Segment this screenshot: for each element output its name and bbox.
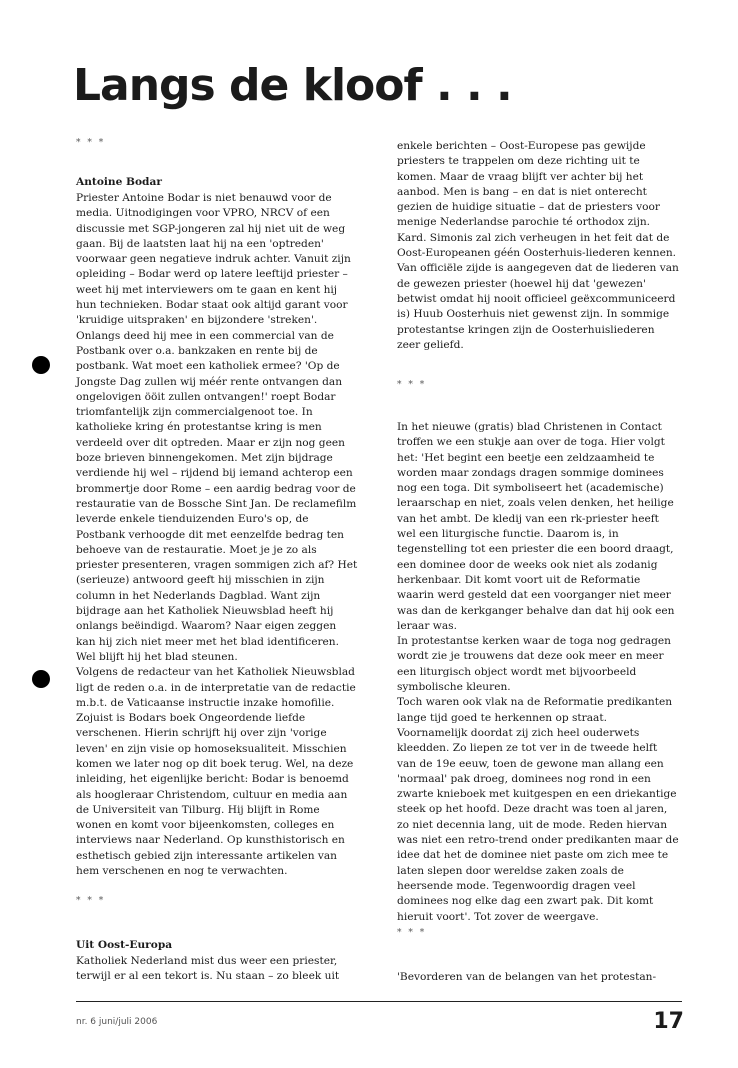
- section-heading-antoine-bodar: Antoine Bodar: [76, 176, 162, 188]
- paragraph: In het nieuwe (gratis) blad Christenen in Contact troffen we een stukje aan over de toga. Hier volgt het: 'Het begint een beetje een zeldzaamheid te worden maar zondags dragen sommige dominees nog een toga. Dit symboliseert het (academische) leraarschap en niet, zoals velen denken, het heilige van het ambt. De kledij van een rk-priester heeft wel een liturgische functie. Daarom is, in tegenstelling tot een priester die een boord draagt, een dominee door de weeks ook niet als zodanig herkenbaar. Dit komt voort uit de Reformatie waarin werd gesteld dat een voorganger niet meer was dan de kerkganger behalve dan dat hij ook een leraar was.: [397, 421, 675, 632]
- paragraph: 'Bevorderen van de belangen van het protestan-: [397, 971, 657, 983]
- paragraph: enkele berichten – Oost-Europese pas gewijde priesters te trappelen om deze richting uit te komen. Maar de vraag blijft ver achter bij het aanbod. Men is bang – en dat is niet onterecht gezien de huidige situatie – dat de priesters voor menige Nederlandse parochie té orthodox zijn. Kard. Simonis zal zich verheugen in het feit dat de Oost-Europeanen géén Oosterhuis-liederen kennen.: [397, 140, 677, 260]
- paragraph: Katholiek Nederland mist dus weer een priester, terwijl er al een tekort is. Nu staan – zo bleek uit: [76, 955, 340, 983]
- paragraph: Priester Antoine Bodar is niet benauwd voor de media. Uitnodigingen voor VPRO, NRCV of een discussie met SGP-jongeren zal hij niet uit de weg gaan. Bij de laatsten laat hij na een 'optreden' voorwaar geen negatieve indruk achter. Vanuit zijn opleiding – Bodar werd op latere leeftijd priester – weet hij met interviewers om te gaan en kent hij hun technieken. Bodar staat ook altijd garant voor 'kruidige uitspraken' en bijzondere 'streken'. Onlangs deed hij mee in een commercial van de Postbank over o.a. bankzaken en rente bij de postbank. Wat moet een katholiek ermee? 'Op de Jongste Dag zullen wij méér rente ontvangen dan ongelovigen ööit zullen ontvangen!' roept Bodar triomfantelijk zijn commercialgenoot toe. In katholieke kring én protestantse kring is men verdeeld over dit optreden. Maar er zijn nog geen boze brieven binnengekomen. Met zijn bijdrage verdiende hij wel – rijdend bij iemand achterop een brommertje door Rome – een aardig bedrag voor de restauratie van de Bossche Sint Jan. De reclamefilm leverde enkele tienduizenden Euro's op, de Postbank verhoogde dit met eenzelfde bedrag ten behoeve van de restauratie. Moet je je zo als priester presenteren, vragen sommigen zich af? Het (serieuze) antwoord geeft hij misschien in zijn column in het Nederlands Dagblad. Want zijn bijdrage aan het Katholiek Nieuwsblad heeft hij onlangs beëindigd. Waarom? Naar eigen zeggen kan hij zich niet meer met het blad identificeren. Wel blijft hij het blad steunen.: [76, 192, 358, 663]
- section-heading-uit-oost-europa: Uit Oost-Europa: [76, 939, 173, 951]
- paragraph: Toch waren ook vlak na de Reformatie predikanten lange tijd goed te herkennen op straat. Voornamelijk doordat zij zich heel ouderwets kleedden. Zo liepen ze tot ver in de tweede helft van de 19e eeuw, toen de gewone man allang een 'normaal' pak droeg, dominees nog rond in een zwarte knieboek met kuitgespen en een driekantige steek op het hoofd. Deze dracht was toen al jaren, zo niet decennia lang, uit de mode. Reden hiervan was niet een retro-trend onder predikanten maar de idee dat het de dominee niet paste om zich mee te laten slepen door wereldse zaken zoals de heersende mode. Tegenwoordig dragen veel dominees nog elke dag een zwart pak. Dit komt hieruit voort'. Tot zover de weergave.: [397, 696, 679, 923]
- page-title: Langs de kloof . . .: [73, 60, 512, 111]
- page-number: 17: [653, 1009, 684, 1034]
- binder-hole-dot: [32, 356, 50, 374]
- article-continued: [397, 139, 679, 353]
- separator-stars: * * *: [397, 380, 427, 390]
- paragraph: Volgens de redacteur van het Katholiek Nieuwsblad ligt de reden o.a. in de interpretatie van de redactie m.b.t. de Vaticaanse instructie inzake homofilie. Zojuist is Bodars boek Ongeordende liefde verschenen. Hierin schrijft hij over zijn 'vorige leven' en zijn visie op homoseksualiteit. Misschien komen we later nog op dit boek terug. Wel, na deze inleiding, het eigenlijke bericht: Bodar is benoemd als hoogleraar Christendom, cultuur en media aan de Universiteit van Tilburg. Hij blijft in Rome wonen en komt voor bijeenkomsten, colleges en interviews naar Nederland. Op kunsthistorisch en esthetisch gebied zijn interessante artikelen van hem verschenen en nog te verwachten.: [76, 666, 356, 878]
- binder-hole-dot: [32, 670, 50, 688]
- issue-label: nr. 6 juni/juli 2006: [76, 1017, 158, 1027]
- article-toga: [397, 420, 679, 925]
- separator-stars: * * *: [397, 928, 427, 938]
- paragraph: In protestantse kerken waar de toga nog gedragen wordt zie je trouwens dat deze ook meer en meer een liturgisch object wordt met bijvoorbeeld symbolische kleuren.: [397, 635, 672, 694]
- separator-stars: * * *: [76, 896, 106, 906]
- footer-rule: [76, 1001, 682, 1002]
- paragraph: Van officiële zijde is aangegeven dat de liederen van de gewezen priester (hoewel hij dat 'gewezen' betwist omdat hij nooit officieel geëxcommuniceerd is) Huub Oosterhuis niet gewenst zijn. In sommige protestantse kringen zijn de Oosterhuisliederen zeer geliefd.: [397, 262, 679, 351]
- article-uit-oost-europa: [76, 954, 358, 985]
- article-protestant: [397, 970, 679, 985]
- separator-stars: * * *: [76, 138, 106, 148]
- article-antoine-bodar: [76, 191, 358, 879]
